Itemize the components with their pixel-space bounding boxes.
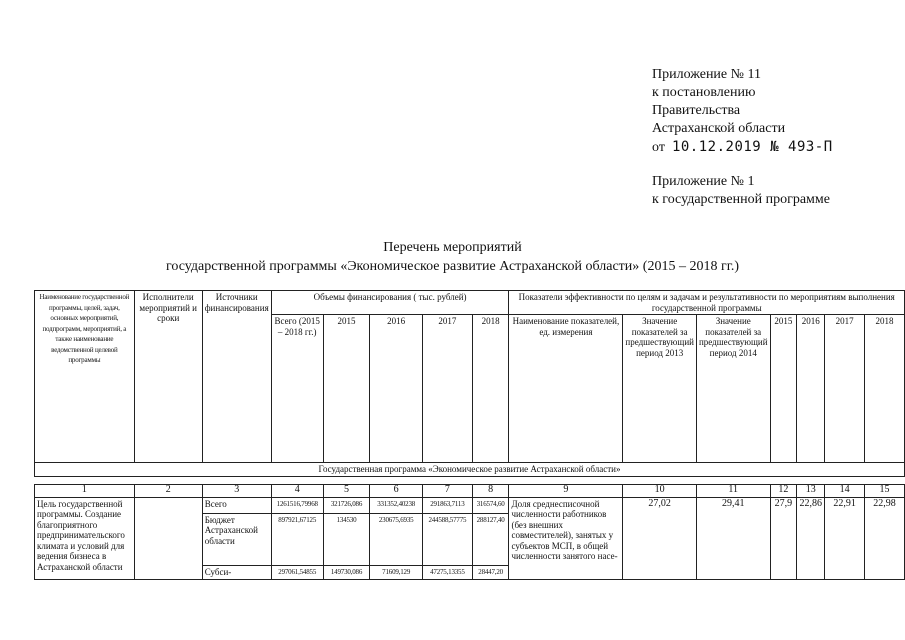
col-number: 9 bbox=[509, 484, 623, 497]
col-number: 5 bbox=[323, 484, 370, 497]
header-indicators: Показатели эффективности по целям и задачам и результативности по мероприятиям выполнения государственной программы bbox=[509, 291, 905, 315]
y2017-cell: 291863,7113 bbox=[423, 497, 473, 513]
col-number: 10 bbox=[623, 484, 697, 497]
header-2017: 2017 bbox=[423, 315, 473, 463]
appendix-line-5 bbox=[652, 138, 833, 157]
header-2016: 2016 bbox=[370, 315, 423, 463]
appendix-2-line-1: Приложение № 1 bbox=[652, 174, 755, 189]
appendix-block bbox=[652, 66, 833, 157]
y2015-cell: 321726,086 bbox=[323, 497, 370, 513]
header-ind-2018: 2018 bbox=[865, 315, 905, 463]
source-cell: Всего bbox=[202, 497, 271, 513]
total-cell: 897921,67125 bbox=[271, 513, 323, 565]
source-cell: Бюджет Астраханской области bbox=[202, 513, 271, 565]
title-line-2: государственной программы «Экономическое развитие Астраханской области» (2015 – 2018 гг.) bbox=[165, 259, 740, 274]
appendix-2-block bbox=[652, 173, 830, 209]
header-sources: Источники финансирования bbox=[202, 291, 271, 463]
y2016-cell: 230675,6935 bbox=[370, 513, 423, 565]
appendix-date-number: 10.12.2019 № 493-П bbox=[671, 139, 833, 155]
appendix-2-line-2: к государственной программе bbox=[652, 192, 830, 207]
y2018-cell: 288127,40 bbox=[472, 513, 509, 565]
y2016-cell: 71609,129 bbox=[370, 565, 423, 579]
header-2018: 2018 bbox=[472, 315, 509, 463]
appendix-line-2: к постановлению bbox=[652, 85, 756, 100]
total-cell: 1261516,79968 bbox=[271, 497, 323, 513]
program-row: Государственная программа «Экономическое развитие Астраханской области» bbox=[35, 463, 905, 477]
executors-cell bbox=[134, 497, 202, 579]
header-ind-2016: 2016 bbox=[797, 315, 825, 463]
y2017-cell: 244588,57775 bbox=[423, 513, 473, 565]
indicator-2013-cell: 27,02 bbox=[623, 497, 697, 579]
indicator-2016-cell: 22,86 bbox=[797, 497, 825, 579]
indicator-2018-cell: 22,98 bbox=[865, 497, 905, 579]
col-number: 8 bbox=[472, 484, 509, 497]
y2017-cell: 47275,13355 bbox=[423, 565, 473, 579]
col-number: 3 bbox=[202, 484, 271, 497]
column-numbers-row bbox=[35, 484, 905, 497]
indicator-2014-cell: 29,41 bbox=[696, 497, 770, 579]
indicator-name-cell: Доля среднесписочной численности работников (без внешних совместителей), занятых у субъектов МСП, в общей численности занятого насе- bbox=[509, 497, 623, 579]
header-indicator-name: Наименование показателей, ед. измерения bbox=[509, 315, 623, 463]
col-number: 12 bbox=[770, 484, 797, 497]
document-title bbox=[0, 238, 905, 276]
col-number: 11 bbox=[696, 484, 770, 497]
header-ind-2015: 2015 bbox=[770, 315, 797, 463]
appendix-line-4: Астраханской области bbox=[652, 121, 786, 136]
header-ind-2017: 2017 bbox=[825, 315, 865, 463]
header-value-2014: Значение показателей за предшествующий период 2014 bbox=[696, 315, 770, 463]
header-2015: 2015 bbox=[323, 315, 370, 463]
y2018-cell: 316574,60 bbox=[472, 497, 509, 513]
header-funding: Объемы финансирования ( тыс. рублей) bbox=[271, 291, 509, 315]
title-line-1: Перечень мероприятий bbox=[383, 240, 522, 255]
col-number: 13 bbox=[797, 484, 825, 497]
indicator-2017-cell: 22,91 bbox=[825, 497, 865, 579]
total-cell: 297061,54855 bbox=[271, 565, 323, 579]
y2018-cell: 28447,20 bbox=[472, 565, 509, 579]
appendix-date-prefix: от bbox=[652, 140, 665, 155]
col-number: 15 bbox=[865, 484, 905, 497]
col-number: 2 bbox=[134, 484, 202, 497]
header-total: Всего (2015 – 2018 гг.) bbox=[271, 315, 323, 463]
y2015-cell: 149730,086 bbox=[323, 565, 370, 579]
source-cell: Субси- bbox=[202, 565, 271, 579]
col-number: 7 bbox=[423, 484, 473, 497]
measures-table bbox=[34, 290, 905, 580]
header-executors: Исполнители мероприятий и сроки bbox=[134, 291, 202, 463]
col-number: 4 bbox=[271, 484, 323, 497]
indicator-2015-cell: 27,9 bbox=[770, 497, 797, 579]
col-number: 6 bbox=[370, 484, 423, 497]
header-name: Наименование государственной программы, целей, задач, основных мероприятий, подпрограмм, мероприятий, а также наименование ведомственной целевой программы bbox=[35, 291, 135, 463]
y2015-cell: 134530 bbox=[323, 513, 370, 565]
col-number: 1 bbox=[35, 484, 135, 497]
appendix-line-3: Правительства bbox=[652, 103, 741, 118]
col-number: 14 bbox=[825, 484, 865, 497]
appendix-line-1: Приложение № 11 bbox=[652, 67, 761, 82]
goal-cell: Цель государственной программы. Создание благоприятного предпринимательского климата и условий для ведения бизнеса в Астраханской области bbox=[35, 497, 135, 579]
header-value-2013: Значение показателей за предшествующий период 2013 bbox=[623, 315, 697, 463]
y2016-cell: 331352,40238 bbox=[370, 497, 423, 513]
